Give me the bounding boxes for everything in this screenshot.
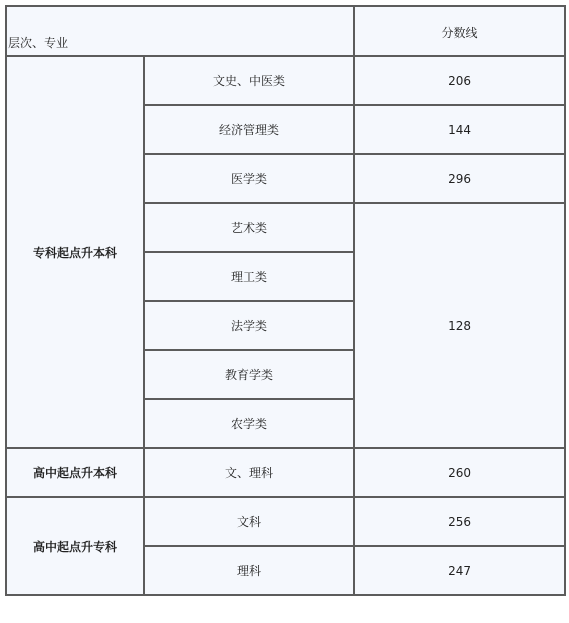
major-cell: 文、理科: [144, 448, 354, 497]
major-cell: 法学类: [144, 301, 354, 350]
major-cell: 理科: [144, 546, 354, 595]
major-cell: 文科: [144, 497, 354, 546]
score-table: [5, 5, 566, 596]
major-cell: 教育学类: [144, 350, 354, 399]
header-category-cell: [6, 6, 354, 56]
score-cell: 247: [354, 546, 565, 595]
major-cell: 艺术类: [144, 203, 354, 252]
level-cell-zhuanben: 专科起点升本科: [6, 56, 144, 448]
score-cell: 260: [354, 448, 565, 497]
score-cell: 256: [354, 497, 565, 546]
table-row: [6, 56, 565, 105]
score-cell: 296: [354, 154, 565, 203]
table-row: [6, 497, 565, 546]
major-cell: 经济管理类: [144, 105, 354, 154]
header-row: [6, 6, 565, 56]
major-cell: 医学类: [144, 154, 354, 203]
level-cell-gaozhuan: 高中起点升专科: [6, 497, 144, 595]
level-cell-gaoben: 高中起点升本科: [6, 448, 144, 497]
score-cell: 144: [354, 105, 565, 154]
major-cell: 文史、中医类: [144, 56, 354, 105]
major-cell: 农学类: [144, 399, 354, 448]
header-category-label: 层次、专业: [8, 36, 69, 50]
header-score-label: 分数线: [441, 26, 478, 40]
table-row: [6, 448, 565, 497]
score-cell-merged: 128: [354, 203, 565, 448]
major-cell: 理工类: [144, 252, 354, 301]
header-score-cell: [354, 6, 565, 56]
score-cell: 206: [354, 56, 565, 105]
